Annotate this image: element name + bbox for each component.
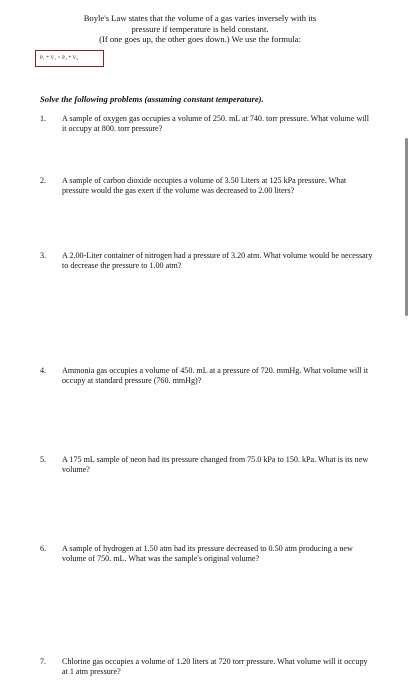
problem-number: 5. — [40, 455, 47, 464]
problem-5 — [40, 455, 375, 475]
problem-number: 2. — [40, 176, 47, 185]
problem-text: Chlorine gas occupies a volume of 1.20 liters at 720 torr pressure. What volume will it occupy at 1 atm pressure? — [62, 657, 368, 676]
problem-text: A 175 mL sample of neon had its pressure changed from 75.0 kPa to 150. kPa. What is its new volume? — [62, 455, 369, 474]
instructions-heading: Solve the following problems (assuming constant temperature). — [40, 94, 264, 104]
problem-text: Ammonia gas occupies a volume of 450. mL at a pressure of 720. mmHg. What volume will it occupy at standard pressure (760. mmHg)? — [62, 366, 369, 385]
intro-line-1: Boyle's Law states that the volume of a gas varies inversely with its — [83, 13, 317, 23]
problem-7 — [40, 657, 375, 677]
intro-line-2: pressure if temperature is held constant. — [131, 23, 269, 34]
problem-number: 3. — [40, 251, 47, 260]
problem-text: A sample of oxygen gas occupies a volume of 250. mL at 740. torr pressure. What volume will it occupy at 800. torr pressure? — [62, 114, 370, 133]
problem-1 — [40, 114, 375, 134]
problem-4 — [40, 366, 375, 386]
vertical-scrollbar[interactable] — [405, 138, 408, 316]
boyles-law-formula: P₁ * V₁ = P₂ * V₂ — [35, 50, 104, 67]
problem-number: 7. — [40, 657, 47, 666]
problem-number: 1. — [40, 114, 47, 123]
problem-text: A 2.00-Liter container of nitrogen had a pressure of 3.20 atm. What volume would be necessary to decrease the pressure to 1.00 atm? — [62, 251, 373, 270]
problem-text: A sample of hydrogen at 1.50 atm had its pressure decreased to 0.50 atm producing a new volume of 750. mL. What was the sample's original volume? — [62, 544, 353, 563]
problem-number: 4. — [40, 366, 47, 375]
problem-text: A sample of carbon dioxide occupies a volume of 3.50 Liters at 125 kPa pressure. What pressure would the gas exert if the volume was decreased to 2.00 liters? — [62, 176, 347, 195]
problem-3 — [40, 251, 375, 271]
problem-2 — [40, 176, 375, 196]
intro-line-3: (If one goes up, the other goes down.) We use the formula: — [99, 34, 301, 45]
problem-6 — [40, 544, 375, 564]
intro-text — [40, 13, 360, 45]
problem-number: 6. — [40, 544, 47, 553]
